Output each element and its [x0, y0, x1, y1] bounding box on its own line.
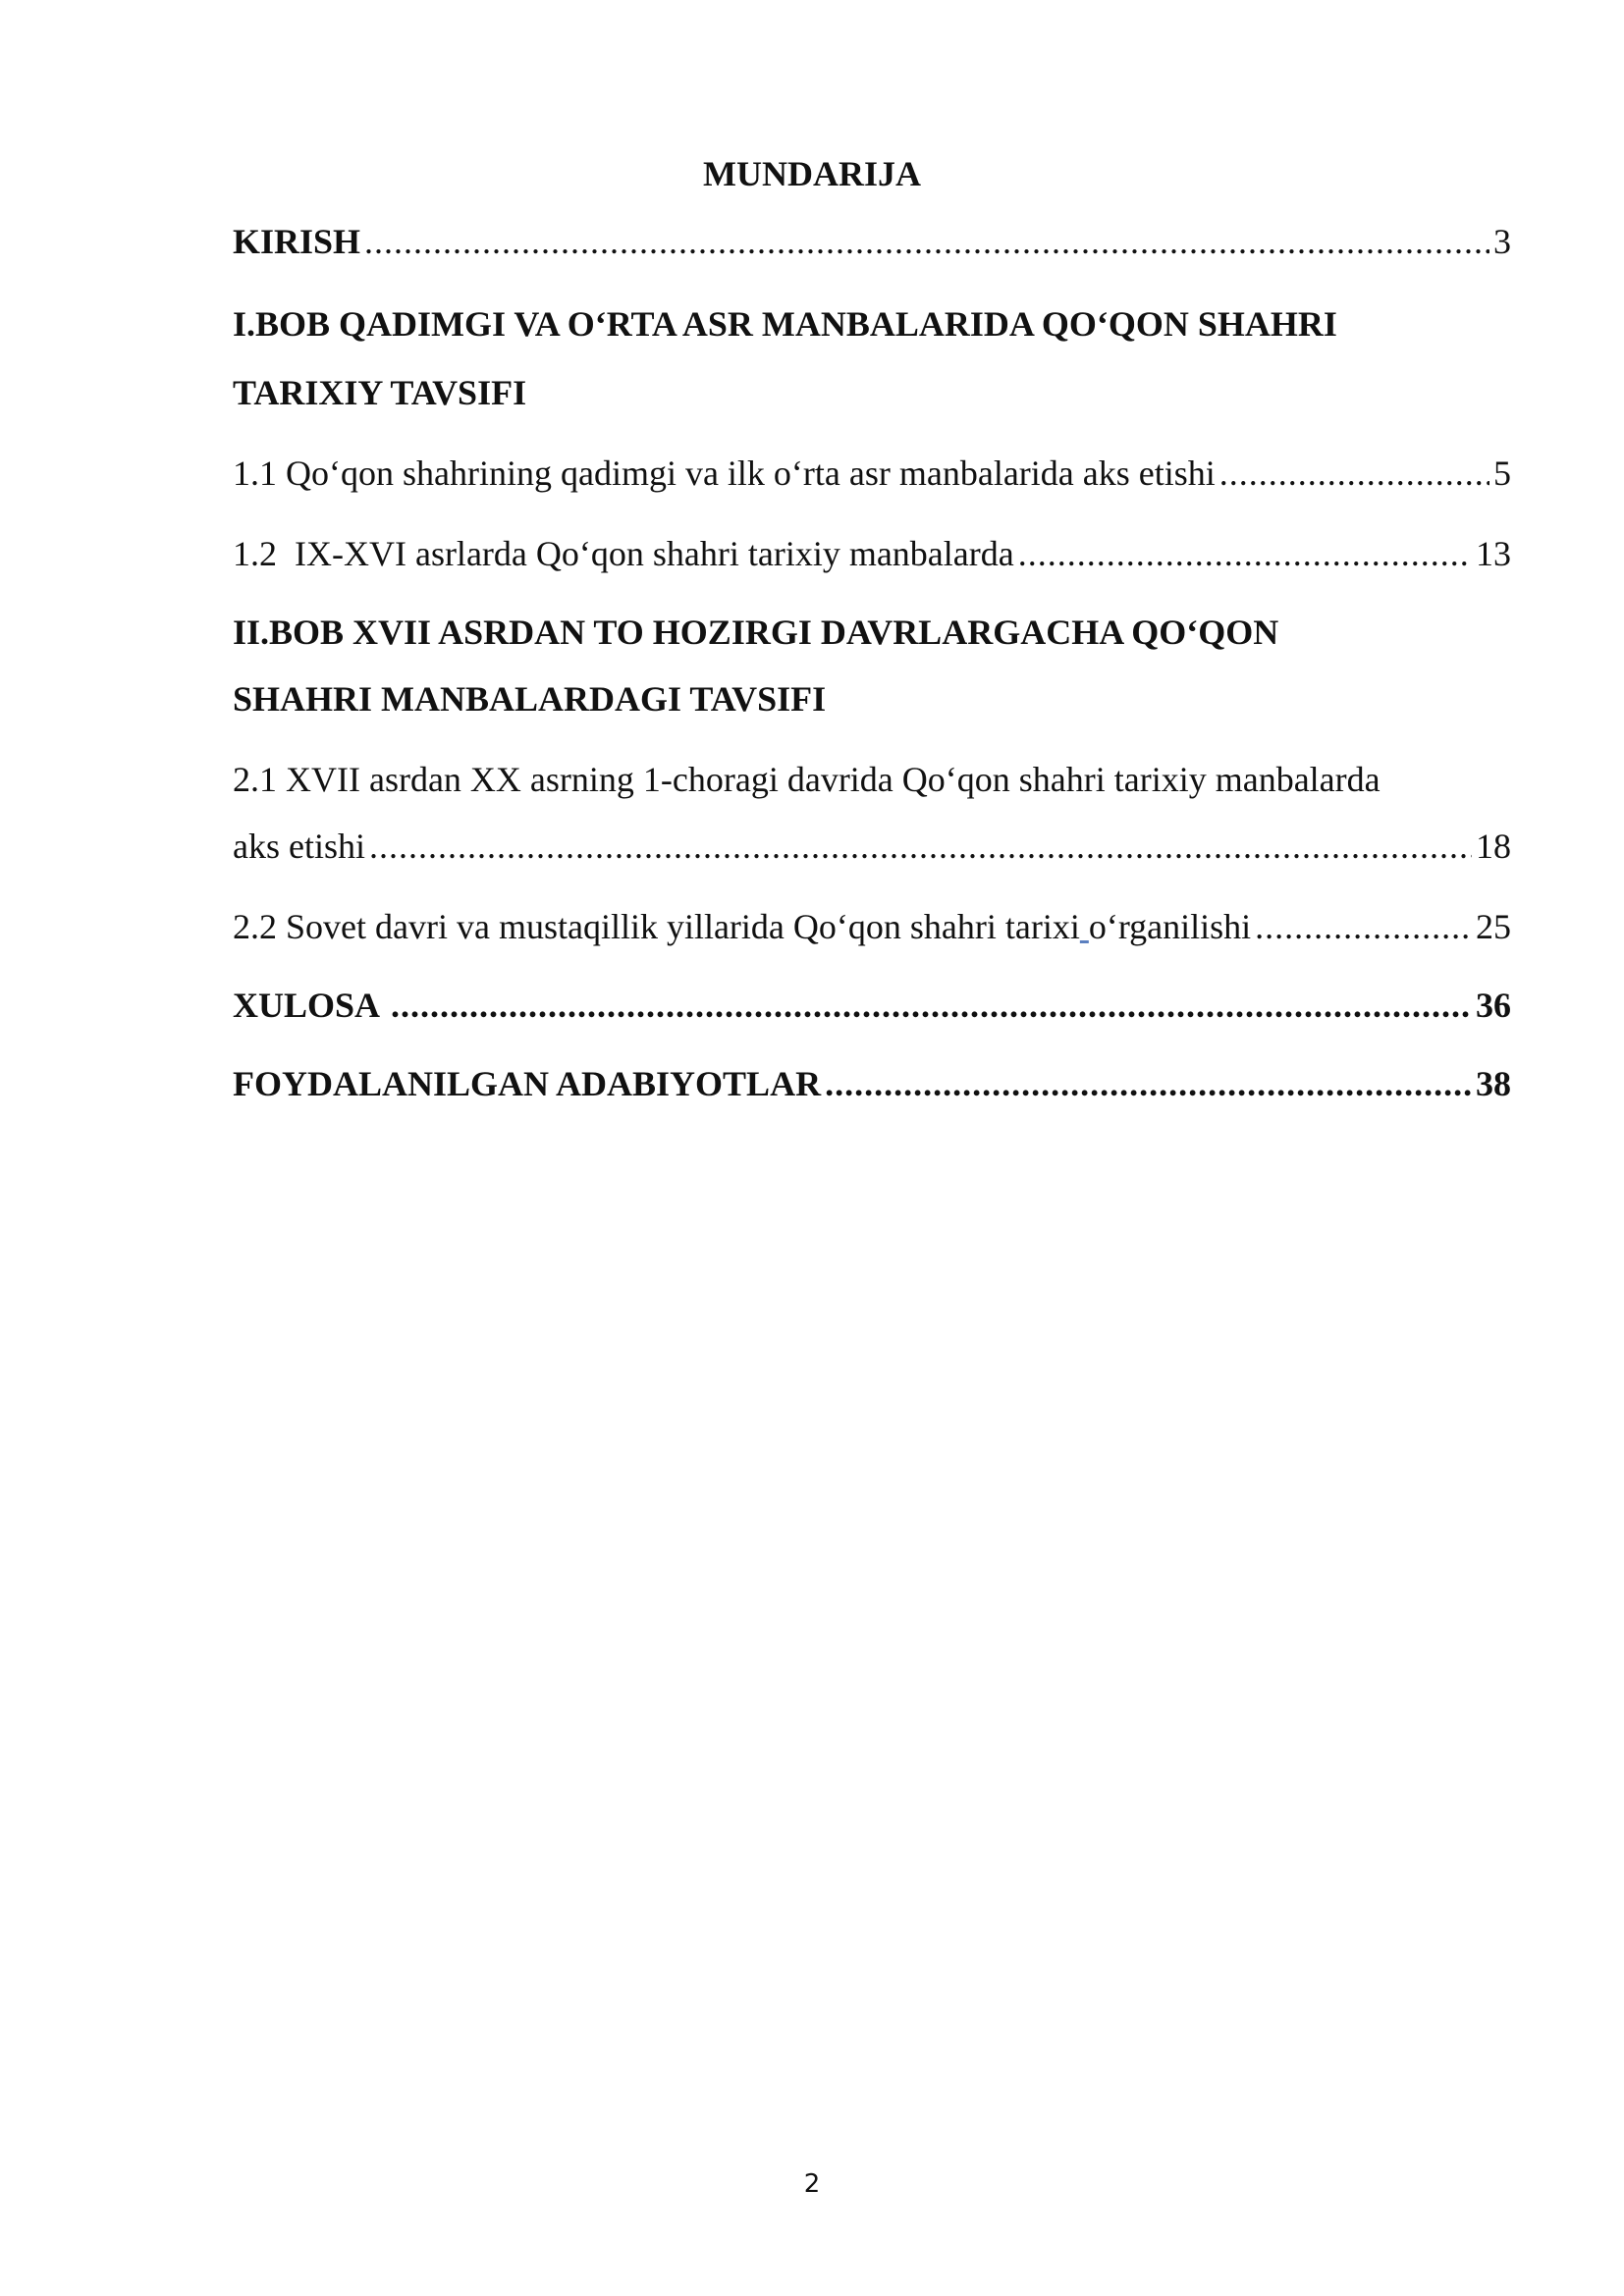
toc-entry-page: 13	[1476, 534, 1511, 573]
toc-entry-chapter-2[interactable]	[233, 611, 1511, 654]
dot-leader	[369, 825, 1472, 868]
dot-leader	[1219, 452, 1489, 495]
toc-entry-2-1[interactable]	[233, 758, 1511, 801]
toc-entry-2-1-cont	[233, 825, 1511, 868]
toc-entry-label: FOYDALANILGAN ADABIYOTLAR	[233, 1064, 822, 1103]
toc-entry-label-line1: I.BOB QADIMGI VA O‘RTA ASR MANBALARIDA QO‘QON SHAHRI	[233, 304, 1337, 344]
toc-entry-page: 3	[1493, 222, 1511, 261]
page-number: 2	[803, 2169, 821, 2199]
toc-entry-label	[233, 905, 1251, 948]
toc-entry-label: 1.2 IX-XVI asrlarda Qo‘qon shahri tarixiy manbalarda	[233, 534, 1014, 573]
toc-entry-label-part-a: 2.2 Sovet davri va mustaqillik yillarida Qo‘qon shahri tarixi	[233, 907, 1080, 946]
toc-entry-label-line2: SHAHRI MANBALARDAGI TAVSIFI	[233, 679, 827, 719]
toc-entry-2-2[interactable]	[233, 905, 1511, 948]
toc-entry-label-line1: II.BOB XVII ASRDAN TO HOZIRGI DAVRLARGACHA QO‘QON	[233, 613, 1279, 652]
toc-entry-page: 25	[1476, 907, 1511, 946]
dot-leader	[391, 984, 1472, 1027]
toc-entry-adabiyotlar[interactable]	[233, 1062, 1511, 1105]
toc-entry-label-line2: aks etishi	[233, 827, 365, 866]
toc-entry-page: 38	[1476, 1064, 1511, 1103]
toc-entry-page: 36	[1476, 986, 1511, 1025]
dot-leader	[364, 220, 1489, 263]
toc-entry-1-1[interactable]	[233, 452, 1511, 495]
toc-entry-kirish[interactable]	[233, 220, 1511, 263]
toc-entry-chapter-2-cont	[233, 677, 1511, 721]
dot-leader	[825, 1062, 1472, 1105]
toc-entry-label: XULOSA	[233, 986, 388, 1025]
toc-entry-label-part-b	[1080, 907, 1089, 946]
toc-entry-page: 18	[1476, 827, 1511, 866]
toc-entry-label-part-c: o‘rganilishi	[1088, 907, 1252, 946]
toc-entry-label-line2: TARIXIY TAVSIFI	[233, 373, 527, 412]
toc-entry-page: 5	[1493, 454, 1511, 493]
dot-leader	[1018, 532, 1472, 575]
dot-leader	[1255, 905, 1472, 948]
toc-entry-chapter-1-cont	[233, 371, 1511, 414]
toc-entry-label: 1.1 Qo‘qon shahrining qadimgi va ilk o‘rta asr manbalarida aks etishi	[233, 454, 1216, 493]
toc-entry-1-2[interactable]	[233, 532, 1511, 575]
toc-title: MUNDARIJA	[703, 154, 921, 193]
toc-entry-xulosa[interactable]	[233, 984, 1511, 1027]
toc-entry-label: KIRISH	[233, 222, 361, 261]
toc-entry-chapter-1[interactable]	[233, 302, 1511, 346]
toc-entry-label-line1: 2.1 XVII asrdan XX asrning 1-choragi davrida Qo‘qon shahri tarixiy manbalarda	[233, 760, 1380, 799]
